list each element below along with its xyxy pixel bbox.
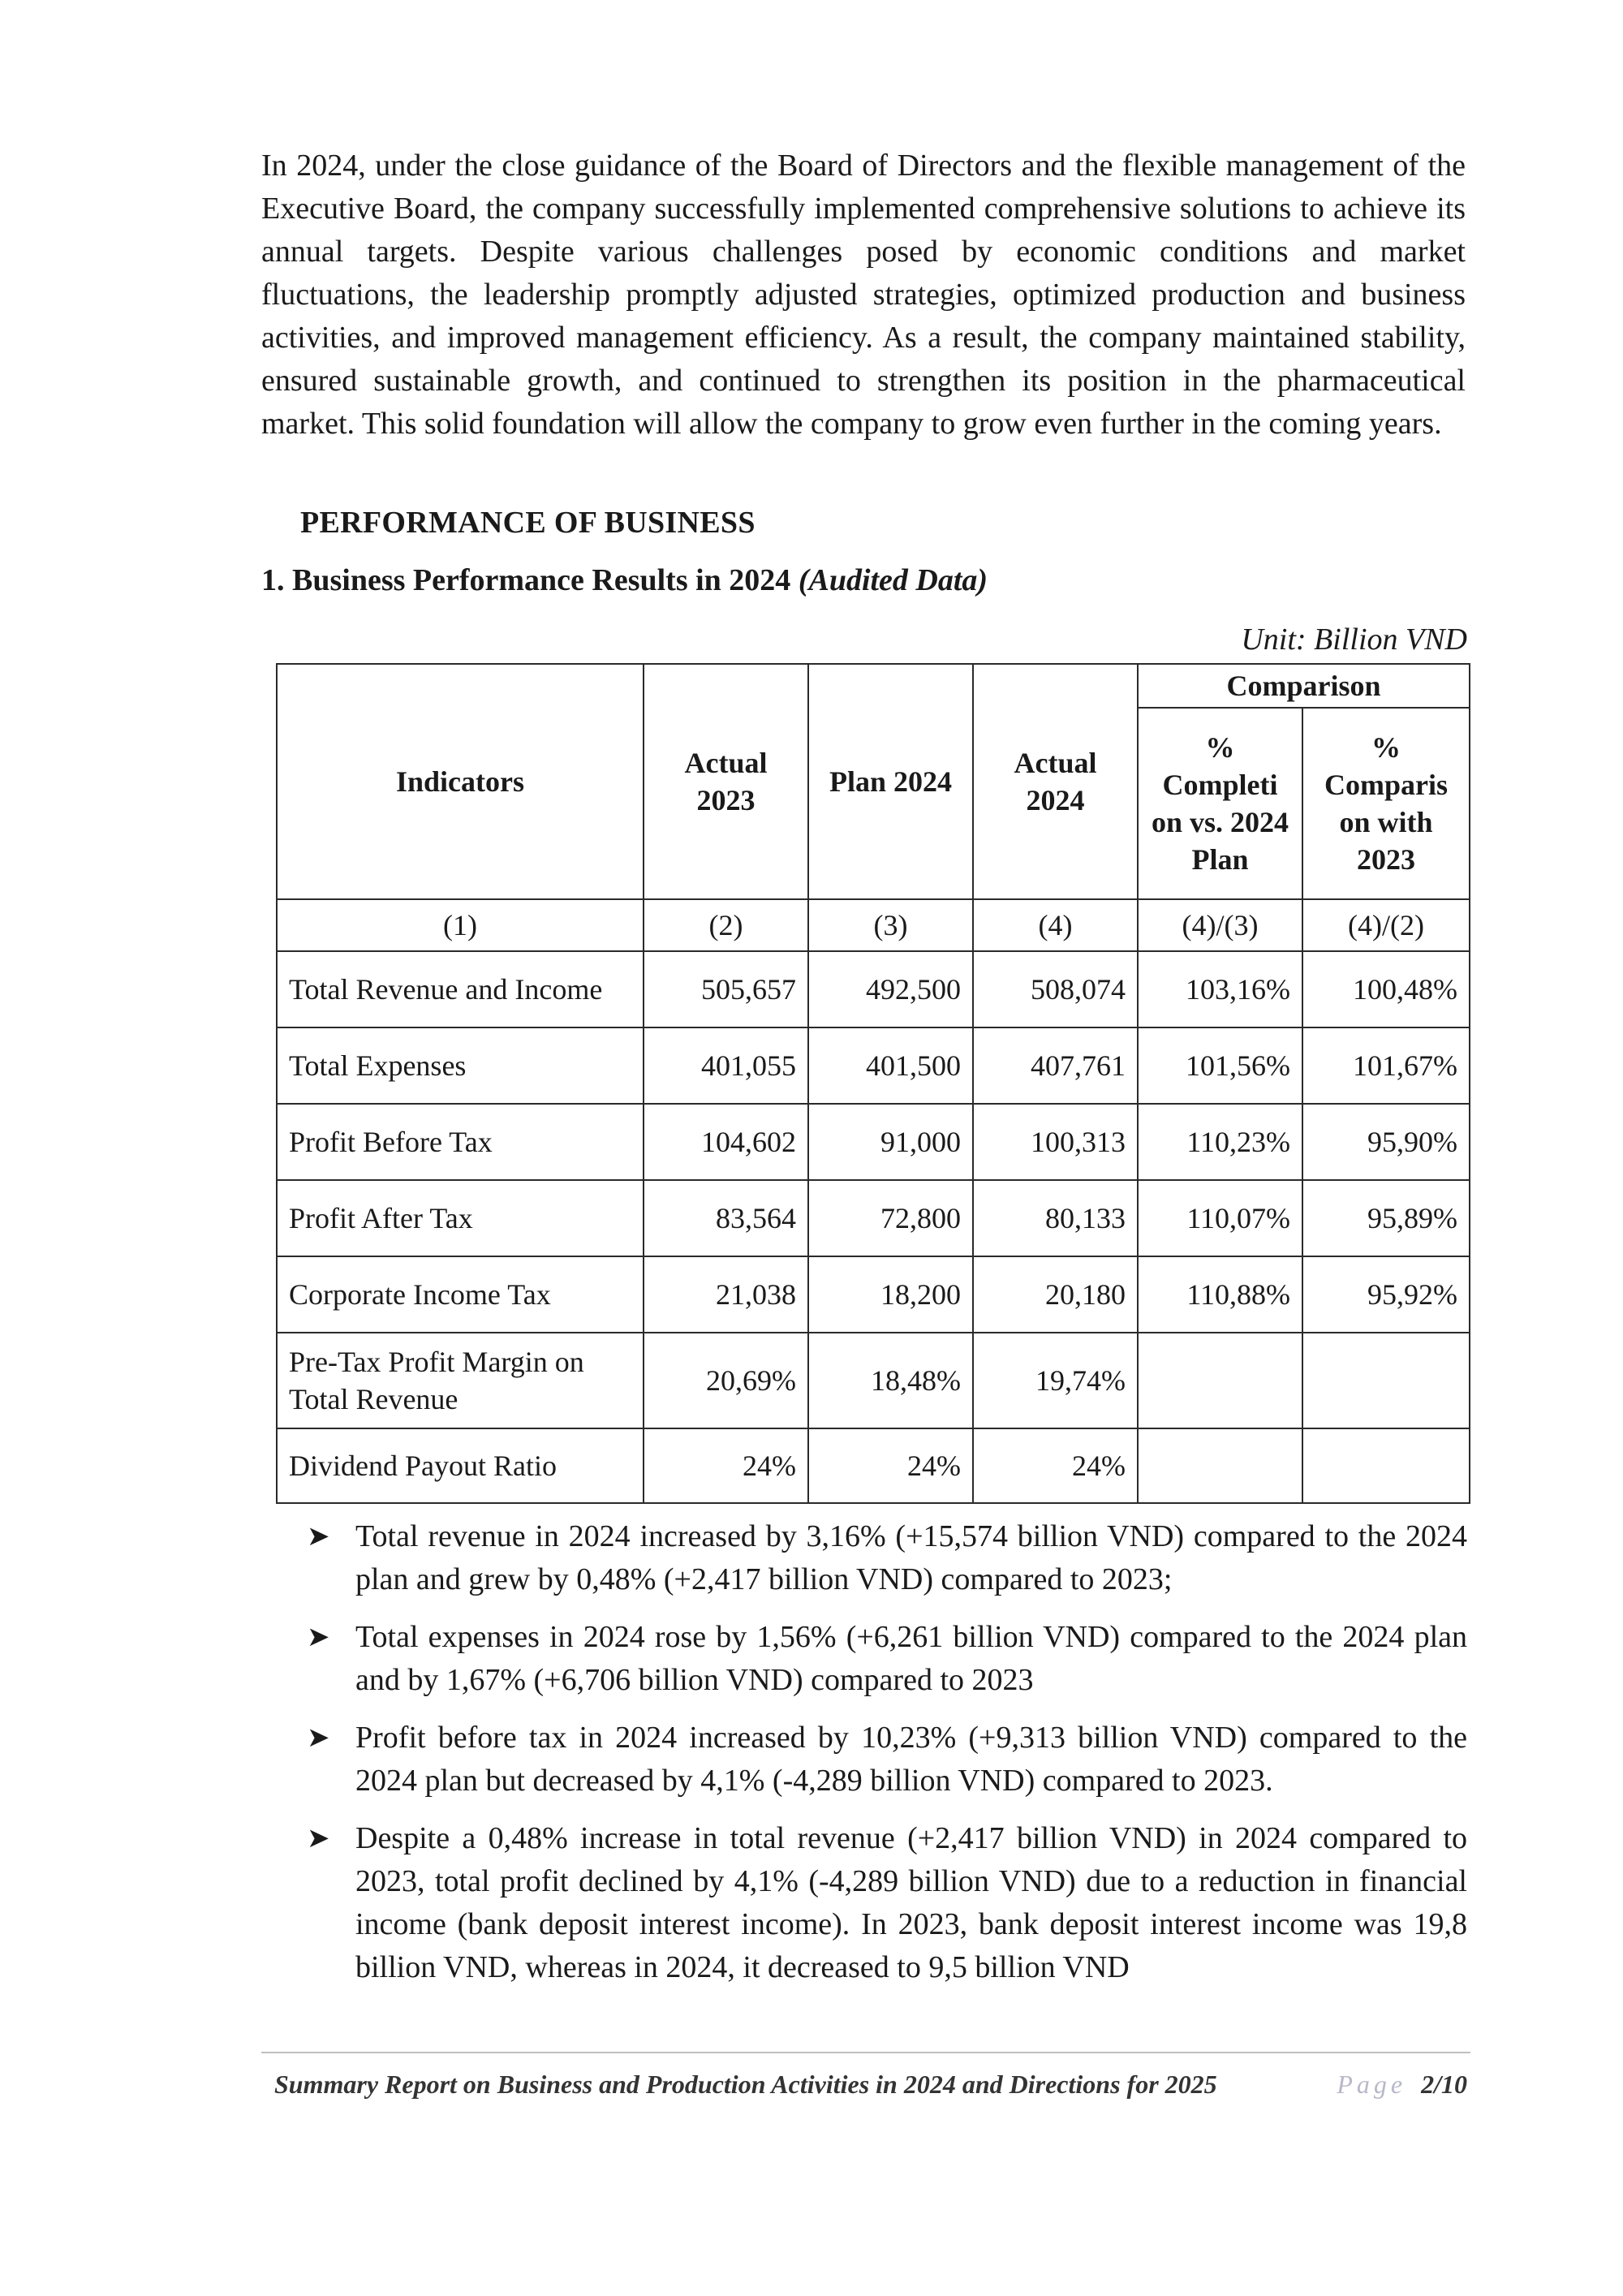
- header-actual-2024: Actual 2024: [973, 664, 1138, 899]
- cell-vs-2023: [1302, 1428, 1470, 1503]
- section-heading: PERFORMANCE OF BUSINESS: [300, 506, 756, 540]
- page-label: Page: [1337, 2070, 1407, 2099]
- cell-plan-2024: 18,200: [808, 1256, 973, 1333]
- bullet-text: Despite a 0,48% increase in total revenue (+2,417 billion VND) in 2024 compared to 2023, total profit declined by 4,1% (-4,289 billion VND) due to a reduction in financial income (bank deposit interest income). In 2023, bank deposit interest income was 19,8 billion VND, whereas in 2024, it decreased to 9,5 billion VND: [355, 1821, 1467, 1984]
- footer-divider: [261, 2052, 1470, 2053]
- header-indicators: Indicators: [277, 664, 644, 899]
- index-cell: (4)/(2): [1302, 899, 1470, 951]
- index-row: [277, 899, 1470, 951]
- page-number: 2/10: [1421, 2070, 1467, 2099]
- arrowhead-bullet-icon: ➤: [307, 1822, 330, 1854]
- cell-actual-2023: 104,602: [644, 1104, 808, 1180]
- intro-paragraph: In 2024, under the close guidance of the Board of Directors and the flexible management of the Executive Board, the company successfully implemented comprehensive solutions to achieve its annual targets. Despite various challenges posed by economic conditions and market fluctuations, the leadership promptly adjusted strategies, optimized production and business activities, and improved management efficiency. As a result, the company maintained stability, ensured sustainable growth, and continued to strengthen its position in the pharmaceutical market. This solid foundation will allow the company to grow even further in the coming years.: [261, 149, 1466, 441]
- cell-actual-2023: 505,657: [644, 951, 808, 1027]
- cell-vs-plan: 101,56%: [1138, 1027, 1302, 1104]
- cell-actual-2024: 100,313: [973, 1104, 1138, 1180]
- row-label: Total Revenue and Income: [277, 951, 644, 1027]
- header-pct-completion: % Completi on vs. 2024 Plan: [1138, 708, 1302, 899]
- cell-plan-2024: 18,48%: [808, 1333, 973, 1428]
- header-pct-comparison: % Comparis on with 2023: [1302, 708, 1470, 899]
- footer-title: Summary Report on Business and Production Activities in 2024 and Directions for 2025: [274, 2070, 1217, 2099]
- table-row: [277, 951, 1470, 1027]
- row-label: Profit Before Tax: [277, 1104, 644, 1180]
- cell-actual-2023: 21,038: [644, 1256, 808, 1333]
- arrowhead-bullet-icon: ➤: [307, 1621, 330, 1653]
- sub-heading: [261, 562, 988, 598]
- cell-vs-2023: [1302, 1333, 1470, 1428]
- header-comparison: Comparison: [1138, 664, 1470, 708]
- cell-actual-2023: 20,69%: [644, 1333, 808, 1428]
- cell-plan-2024: 91,000: [808, 1104, 973, 1180]
- table-row: [277, 1428, 1470, 1503]
- cell-plan-2024: 492,500: [808, 951, 973, 1027]
- cell-vs-plan: 103,16%: [1138, 951, 1302, 1027]
- index-cell: (4)/(3): [1138, 899, 1302, 951]
- cell-plan-2024: 24%: [808, 1428, 973, 1503]
- cell-vs-2023: 95,89%: [1302, 1180, 1470, 1256]
- row-label: Total Expenses: [277, 1027, 644, 1104]
- table-row: [277, 1180, 1470, 1256]
- row-label: Dividend Payout Ratio: [277, 1428, 644, 1503]
- index-cell: (3): [808, 899, 973, 951]
- list-item: [307, 1817, 1467, 1989]
- cell-plan-2024: 72,800: [808, 1180, 973, 1256]
- cell-actual-2024: 80,133: [973, 1180, 1138, 1256]
- header-plan-2024: Plan 2024: [808, 664, 973, 899]
- cell-vs-plan: 110,23%: [1138, 1104, 1302, 1180]
- cell-vs-plan: 110,07%: [1138, 1180, 1302, 1256]
- cell-actual-2024: 19,74%: [973, 1333, 1138, 1428]
- summary-bullet-list: [307, 1515, 1467, 2004]
- page-indicator: [1337, 2070, 1467, 2100]
- bullet-text: Total revenue in 2024 increased by 3,16% (+15,574 billion VND) compared to the 2024 plan and grew by 0,48% (+2,417 billion VND) compared to 2023;: [355, 1519, 1467, 1596]
- table-row: [277, 1256, 1470, 1333]
- index-cell: (1): [277, 899, 644, 951]
- cell-vs-2023: 95,92%: [1302, 1256, 1470, 1333]
- table-row: [277, 1027, 1470, 1104]
- sub-heading-note: (Audited Data): [798, 563, 988, 597]
- cell-vs-plan: [1138, 1333, 1302, 1428]
- performance-table: [276, 663, 1470, 1504]
- cell-vs-2023: 95,90%: [1302, 1104, 1470, 1180]
- list-item: [307, 1717, 1467, 1803]
- row-label: Profit After Tax: [277, 1180, 644, 1256]
- row-label: Corporate Income Tax: [277, 1256, 644, 1333]
- cell-actual-2023: 401,055: [644, 1027, 808, 1104]
- page-footer: [274, 2070, 1467, 2100]
- unit-label: Unit: Billion VND: [1241, 622, 1467, 657]
- bullet-text: Profit before tax in 2024 increased by 10,23% (+9,313 billion VND) compared to the 2024 plan but decreased by 4,1% (-4,289 billion VND) compared to 2023.: [355, 1721, 1467, 1798]
- index-cell: (4): [973, 899, 1138, 951]
- cell-plan-2024: 401,500: [808, 1027, 973, 1104]
- row-label: Pre-Tax Profit Margin on Total Revenue: [277, 1333, 644, 1428]
- bullet-text: Total expenses in 2024 rose by 1,56% (+6,261 billion VND) compared to the 2024 plan and by 1,67% (+6,706 billion VND) compared to 2023: [355, 1620, 1467, 1697]
- list-item: [307, 1616, 1467, 1702]
- arrowhead-bullet-icon: ➤: [307, 1721, 330, 1754]
- sub-heading-text: 1. Business Performance Results in 2024: [261, 563, 799, 597]
- header-actual-2023: Actual 2023: [644, 664, 808, 899]
- cell-vs-2023: 101,67%: [1302, 1027, 1470, 1104]
- cell-actual-2023: 24%: [644, 1428, 808, 1503]
- list-item: [307, 1515, 1467, 1601]
- cell-actual-2024: 24%: [973, 1428, 1138, 1503]
- cell-actual-2023: 83,564: [644, 1180, 808, 1256]
- arrowhead-bullet-icon: ➤: [307, 1520, 330, 1553]
- cell-actual-2024: 508,074: [973, 951, 1138, 1027]
- table-row: [277, 1333, 1470, 1428]
- cell-vs-plan: [1138, 1428, 1302, 1503]
- cell-actual-2024: 407,761: [973, 1027, 1138, 1104]
- cell-vs-plan: 110,88%: [1138, 1256, 1302, 1333]
- cell-vs-2023: 100,48%: [1302, 951, 1470, 1027]
- cell-actual-2024: 20,180: [973, 1256, 1138, 1333]
- table-row: [277, 1104, 1470, 1180]
- index-cell: (2): [644, 899, 808, 951]
